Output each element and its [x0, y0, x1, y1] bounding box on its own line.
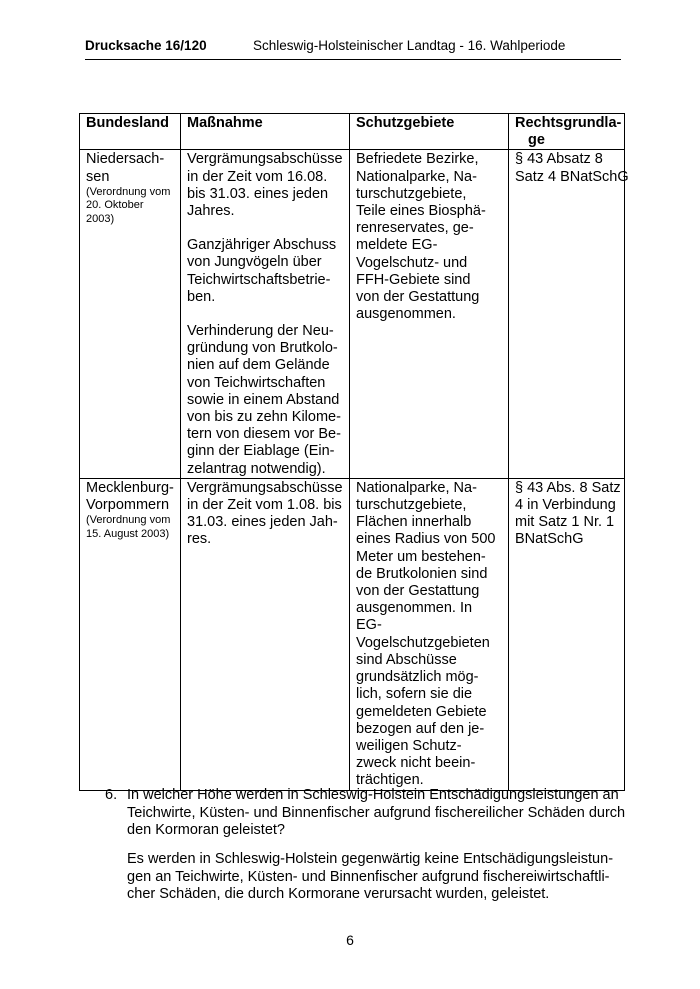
- cell-bundesland: Niedersach- sen (Verordnung vom 20. Oktober 2003): [80, 150, 181, 478]
- cell-rechtsgrundlage: § 43 Absatz 8 Satz 4 BNatSchG: [509, 150, 625, 478]
- header-bundesland: Bundesland: [80, 114, 181, 150]
- cell-massnahme: Vergrämungsabschüsse in der Zeit vom 16.08. bis 31.03. eines jeden Jahres. Ganzjähriger Abschuss von Jungvögeln über Teichwirtschaftsbetrie- ben. Verhinderung der Neu- gründung von Brutkolo- nien auf dem Gelände von Teichwirtschaften sowie in einem Abstand von bis zu zehn Kilome- tern von diesem vor Be- ginn der Eiablage (Ein- zelantrag notwendig).: [181, 150, 350, 478]
- cell-bundesland: Mecklenburg- Vorpommern (Verordnung vom 15. August 2003): [80, 478, 181, 790]
- cell-massnahme: Vergrämungsabschüsse in der Zeit vom 1.08. bis 31.03. eines jeden Jah- res.: [181, 478, 350, 790]
- parliament-title: Schleswig-Holsteinischer Landtag - 16. Wahlperiode: [253, 38, 566, 53]
- cell-schutzgebiete: Befriedete Bezirke, Nationalparke, Na- turschutzgebiete, Teile eines Biosphä- renreservates, ge- meldete EG- Vogelschutz- und FFH-Gebiete sind von der Gestattung ausgenommen.: [350, 150, 509, 478]
- header-rechtsgrundlage: Rechtsgrundla- ge: [509, 114, 625, 150]
- question-number: 6.: [105, 787, 118, 803]
- cell-rechtsgrundlage: § 43 Abs. 8 Satz 4 in Verbindung mit Satz 1 Nr. 1 BNatSchG: [509, 478, 625, 790]
- answer-text: Es werden in Schleswig-Holstein gegenwärtig keine Entschädigungsleistun- gen an Teichwirte, Küsten- und Binnenfischer aufgrund fischereiwirtschaftli- cher Schäden, die durch Kormorane verursacht wurden, geleistet.: [127, 851, 614, 902]
- table-row: [80, 478, 625, 790]
- page-number: 6: [346, 932, 354, 948]
- page-header: [85, 38, 621, 60]
- table-row: [80, 150, 625, 478]
- document-number: Drucksache 16/120: [85, 38, 207, 53]
- cell-schutzgebiete: Nationalparke, Na- turschutzgebiete, Flächen innerhalb eines Radius von 500 Meter um bestehen- de Brutkolonien sind von der Gestattung ausgenommen. In EG- Vogelschutzgebieten sind Abschüsse grundsätzlich mög- lich, sofern sie die gemeldeten Gebiete bezogen auf den je- weiligen Schutz- zweck nicht beein- trächtigen.: [350, 478, 509, 790]
- header-massnahme: Maßnahme: [181, 114, 350, 150]
- table-header-row: [80, 114, 625, 150]
- measures-table: [79, 113, 629, 791]
- header-schutzgebiete: Schutzgebiete: [350, 114, 509, 150]
- question-text: In welcher Höhe werden in Schleswig-Holstein Entschädigungsleistungen an Teichwirte, Küsten- und Binnenfischer aufgrund fischereilicher Schäden durch den Kormoran geleistet?: [127, 787, 626, 838]
